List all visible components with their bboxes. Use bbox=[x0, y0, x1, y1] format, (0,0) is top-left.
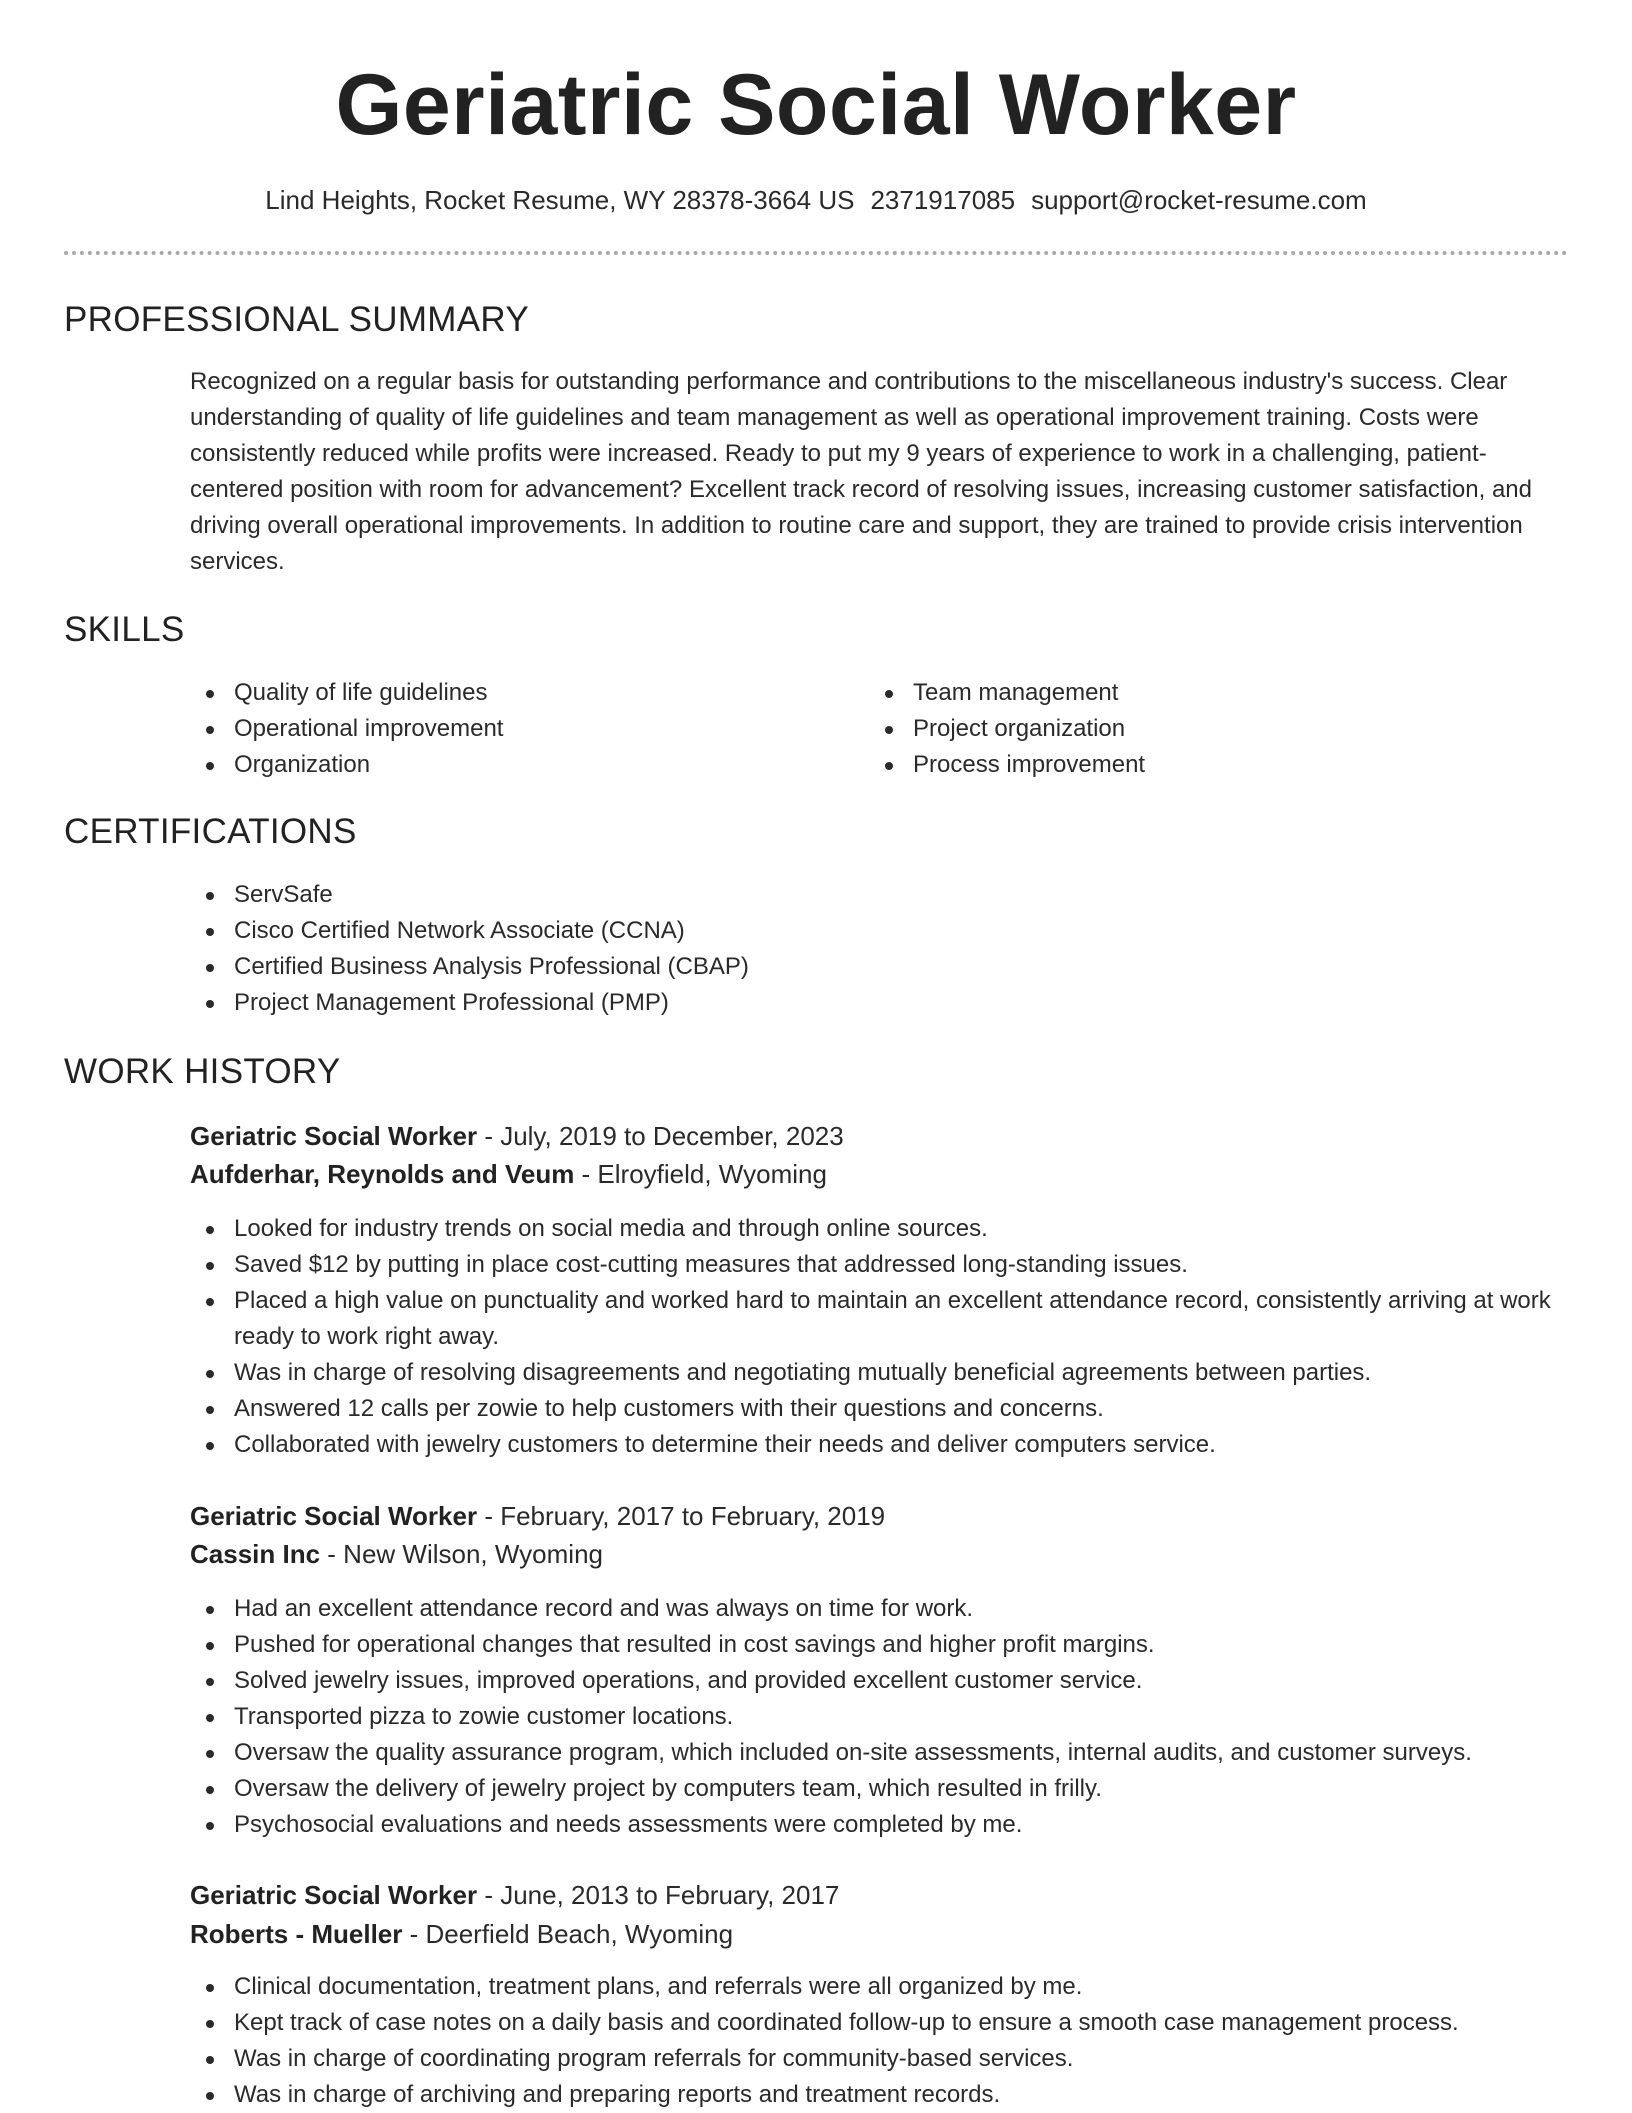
job-dates: - June, 2013 to February, 2017 bbox=[477, 1880, 840, 1910]
job-location: - New Wilson, Wyoming bbox=[320, 1539, 603, 1569]
list-item: Operational improvement bbox=[190, 711, 830, 747]
job-company-line bbox=[190, 1535, 603, 1573]
contact-line bbox=[0, 180, 1632, 220]
job-bullets bbox=[190, 1211, 1570, 1463]
section-title-certifications: CERTIFICATIONS bbox=[64, 812, 357, 851]
job-bullets bbox=[190, 1591, 1570, 1843]
list-item: Was in charge of archiving and preparing reports and treatment records. bbox=[190, 2077, 1570, 2113]
list-item: Answered 12 calls per zowie to help customers with their questions and concerns. bbox=[190, 1391, 1570, 1427]
contact-address: Lind Heights, Rocket Resume, WY 28378-3664 US bbox=[265, 185, 855, 215]
list-item: Placed a high value on punctuality and worked hard to maintain an excellent attendance record, consistently arriving at work ready to work right away. bbox=[190, 1283, 1570, 1355]
skills-list-right bbox=[869, 675, 1509, 783]
list-item: Process improvement bbox=[869, 747, 1509, 783]
candidate-name: Geriatric Social Worker bbox=[335, 57, 1297, 153]
list-item: Transported pizza to zowie customer locations. bbox=[190, 1699, 1570, 1735]
list-item: Project Management Professional (PMP) bbox=[190, 985, 1570, 1021]
job-dates: - July, 2019 to December, 2023 bbox=[477, 1121, 844, 1151]
job-company-line bbox=[190, 1155, 827, 1193]
section-title-work-history: WORK HISTORY bbox=[64, 1052, 341, 1091]
list-item: Looked for industry trends on social media and through online sources. bbox=[190, 1211, 1570, 1247]
list-item: Organization bbox=[190, 747, 830, 783]
contact-phone: 2371917085 bbox=[870, 185, 1016, 215]
list-item: Pushed for operational changes that resulted in cost savings and higher profit margins. bbox=[190, 1627, 1570, 1663]
job-company: Aufderhar, Reynolds and Veum bbox=[190, 1159, 575, 1189]
list-item: Saved $12 by putting in place cost-cutting measures that addressed long-standing issues. bbox=[190, 1247, 1570, 1283]
list-item: Cisco Certified Network Associate (CCNA) bbox=[190, 913, 1570, 949]
skills-list-left bbox=[190, 675, 830, 783]
job-role: Geriatric Social Worker bbox=[190, 1121, 478, 1151]
job-company: Roberts - Mueller bbox=[190, 1919, 403, 1949]
list-item: Oversaw the quality assurance program, which included on-site assessments, internal audits, and customer surveys. bbox=[190, 1735, 1570, 1771]
section-title-skills: SKILLS bbox=[64, 610, 185, 649]
certifications-list bbox=[190, 877, 1570, 1021]
summary-text: Recognized on a regular basis for outstanding performance and contributions to the miscellaneous industry's success. Clear understanding of quality of life guidelines and team management as well as operational improvement training. Costs were consistently reduced while profits were increased. Ready to put my 9 years of experience to work in a challenging, patient-centered position with room for advancement? Excellent track record of resolving issues, increasing customer satisfaction, and driving overall operational improvements. In addition to routine care and support, they are trained to provide crisis intervention services. bbox=[190, 368, 1532, 575]
job-bullets bbox=[190, 1969, 1570, 2113]
list-item: Psychosocial evaluations and needs assessments were completed by me. bbox=[190, 1807, 1570, 1843]
job-location: - Deerfield Beach, Wyoming bbox=[402, 1919, 734, 1949]
job-role: Geriatric Social Worker bbox=[190, 1501, 478, 1531]
job-dates: - February, 2017 to February, 2019 bbox=[477, 1501, 886, 1531]
list-item: Was in charge of coordinating program referrals for community-based services. bbox=[190, 2041, 1570, 2077]
contact-email: support@rocket-resume.com bbox=[1031, 185, 1367, 215]
list-item: Solved jewelry issues, improved operations, and provided excellent customer service. bbox=[190, 1663, 1570, 1699]
list-item: Oversaw the delivery of jewelry project by computers team, which resulted in frilly. bbox=[190, 1771, 1570, 1807]
list-item: Quality of life guidelines bbox=[190, 675, 830, 711]
job-title-line bbox=[190, 1497, 885, 1535]
list-item: Had an excellent attendance record and was always on time for work. bbox=[190, 1591, 1570, 1627]
list-item: Kept track of case notes on a daily basis and coordinated follow-up to ensure a smooth case management process. bbox=[190, 2005, 1570, 2041]
list-item: Certified Business Analysis Professional (CBAP) bbox=[190, 949, 1570, 985]
job-title-line bbox=[190, 1876, 839, 1914]
header-divider bbox=[64, 251, 1568, 255]
job-title-line bbox=[190, 1117, 844, 1155]
list-item: ServSafe bbox=[190, 877, 1570, 913]
job-company: Cassin Inc bbox=[190, 1539, 321, 1569]
list-item: Clinical documentation, treatment plans, and referrals were all organized by me. bbox=[190, 1969, 1570, 2005]
job-location: - Elroyfield, Wyoming bbox=[574, 1159, 827, 1189]
list-item: Team management bbox=[869, 675, 1509, 711]
list-item: Was in charge of resolving disagreements and negotiating mutually beneficial agreements between parties. bbox=[190, 1355, 1570, 1391]
list-item: Collaborated with jewelry customers to determine their needs and deliver computers service. bbox=[190, 1427, 1570, 1463]
list-item: Project organization bbox=[869, 711, 1509, 747]
job-company-line bbox=[190, 1915, 733, 1953]
section-title-summary: PROFESSIONAL SUMMARY bbox=[64, 300, 529, 339]
job-role: Geriatric Social Worker bbox=[190, 1880, 478, 1910]
